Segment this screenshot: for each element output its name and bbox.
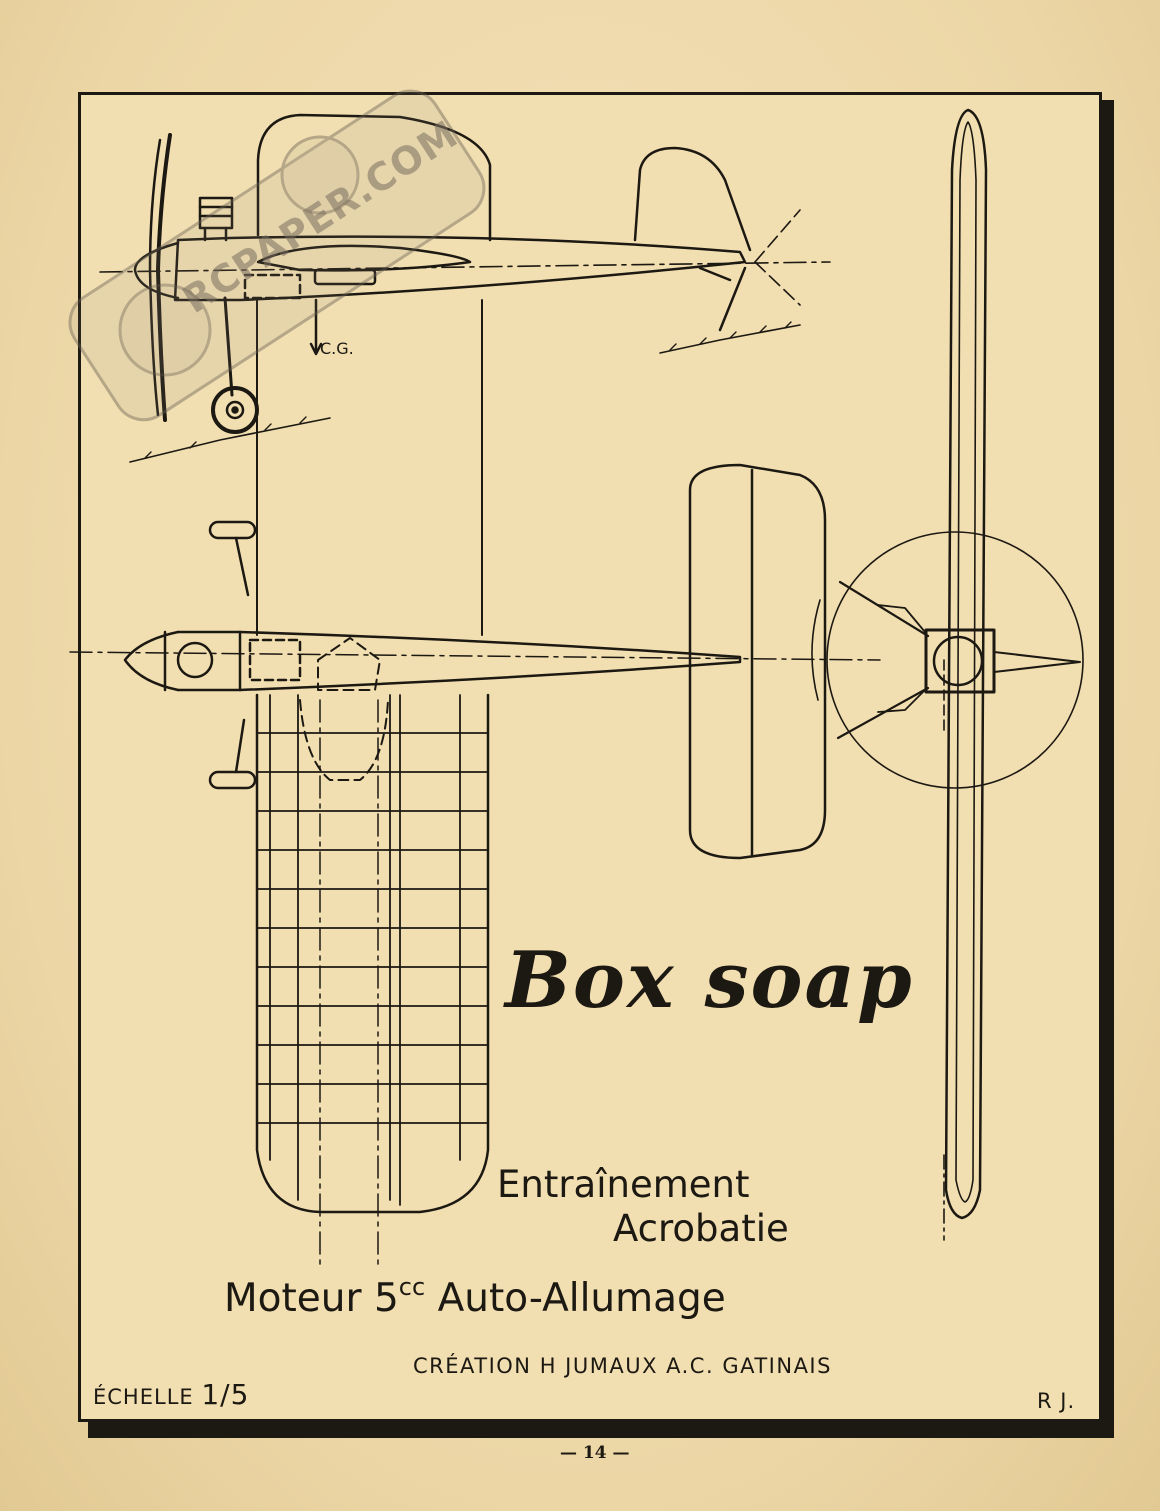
motor-spec [224,1273,726,1321]
motor-suffix: Auto-Allumage [437,1276,726,1321]
top-view [70,465,880,1265]
credit-line: CRÉATION H JUMAUX A.C. GATINAIS [413,1354,832,1378]
scale-word: ÉCHELLE [93,1385,194,1409]
watermark-text: RCPAPER.COM [175,111,466,322]
motor-prefix: Moteur [224,1276,362,1321]
subtitle-line-2: Acrobatie [613,1207,789,1250]
wing-ribs [257,695,488,1205]
scale-label [93,1378,249,1411]
top-view-nose [125,632,178,690]
motor-unit: cc [398,1273,426,1301]
side-view-tail-fin [635,148,750,250]
motor-size: 5 [373,1276,399,1321]
front-view [827,110,1083,1240]
front-view-propeller-disc [827,532,1083,788]
fuel-tank-outline [300,700,388,780]
page-number: — 14 — [560,1443,630,1463]
cg-label: C.G. [320,339,354,358]
front-view-wing [946,110,986,1218]
scale-fraction: 1/5 [201,1378,250,1411]
draftsman-initials: R J. [1037,1389,1076,1413]
top-view-stabilizer [690,465,825,858]
plan-title: Box soap [505,935,914,1026]
subtitle-line-1: Entraînement [497,1163,750,1206]
